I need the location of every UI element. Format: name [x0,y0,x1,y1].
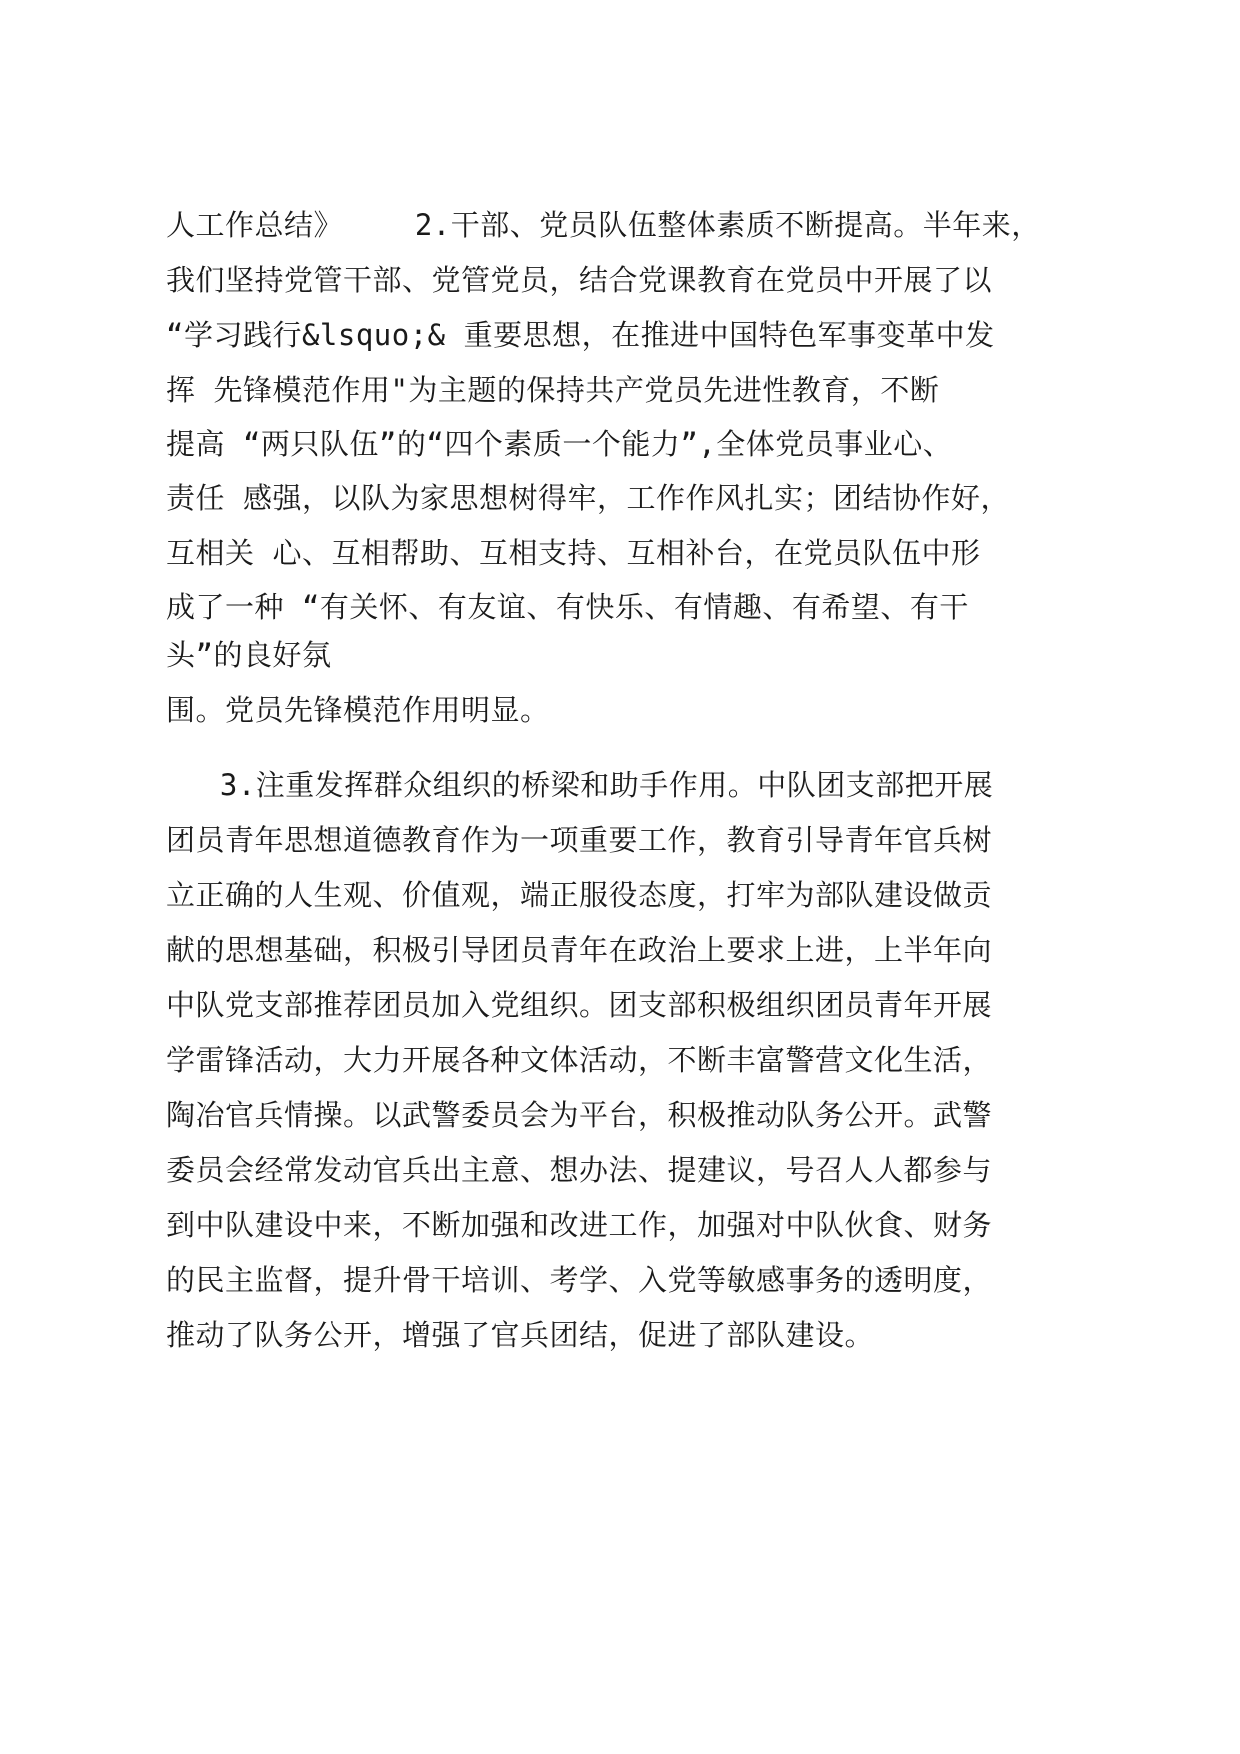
paragraph-2-line: 立正确的人生观、价值观，端正服役态度，打牢为部队建设做贡 [166,878,993,912]
paragraph-2-line: 学雷锋活动，大力开展各种文体活动，不断丰富警营文化生活， [166,1043,993,1077]
paragraph-2-line: 推动了队务公开，增强了官兵团结，促进了部队建设。 [166,1318,875,1352]
paragraph-1-line: 责任 感强，以队为家思想树得牢，工作作风扎实；团结协作好， [166,481,1010,515]
paragraph-1-line: 成了一种 “有关怀、有友谊、有快乐、有情趣、有希望、有干 [166,590,969,624]
paragraph-2-line: 到中队建设中来，不断加强和改进工作，加强对中队伙食、财务 [166,1208,993,1242]
paragraph-2-line: 献的思想基础，积极引导团员青年在政治上要求上进，上半年向 [166,933,993,967]
paragraph-1-line: 我们坚持党管干部、党管党员，结合党课教育在党员中开展了以 [166,263,993,297]
paragraph-1-line: 人工作总结》 2.干部、党员队伍整体素质不断提高。半年来， [166,208,1041,242]
paragraph-2-line: 中队党支部推荐团员加入党组织。团支部积极组织团员青年开展 [166,988,993,1022]
paragraph-1-line: “学习践行&lsquo;& 重要思想，在推进中国特色军事变革中发 [166,318,995,352]
paragraph-1-line: 围。党员先锋模范作用明显。 [166,693,550,727]
paragraph-1-line: 头”的良好氛 [166,638,332,672]
paragraph-2-line: 委员会经常发动官兵出主意、想办法、提建议，号召人人都参与 [166,1153,993,1187]
paragraph-2-line: 的民主监督，提升骨干培训、考学、入党等敏感事务的透明度， [166,1263,993,1297]
paragraph-2-line: 陶冶官兵情操。以武警委员会为平台，积极推动队务公开。武警 [166,1098,993,1132]
paragraph-1-line: 挥 先锋模范作用"为主题的保持共产党员先进性教育，不断 [166,373,940,407]
paragraph-2-line: 3.注重发挥群众组织的桥梁和助手作用。中队团支部把开展 [166,768,994,802]
paragraph-1-line: 互相关 心、互相帮助、互相支持、互相补台，在党员队伍中形 [166,536,981,570]
paragraph-2-line: 团员青年思想道德教育作为一项重要工作，教育引导青年官兵树 [166,823,993,857]
paragraph-1-line: 提高 “两只队伍”的“四个素质一个能力”,全体党员事业心、 [166,427,953,461]
